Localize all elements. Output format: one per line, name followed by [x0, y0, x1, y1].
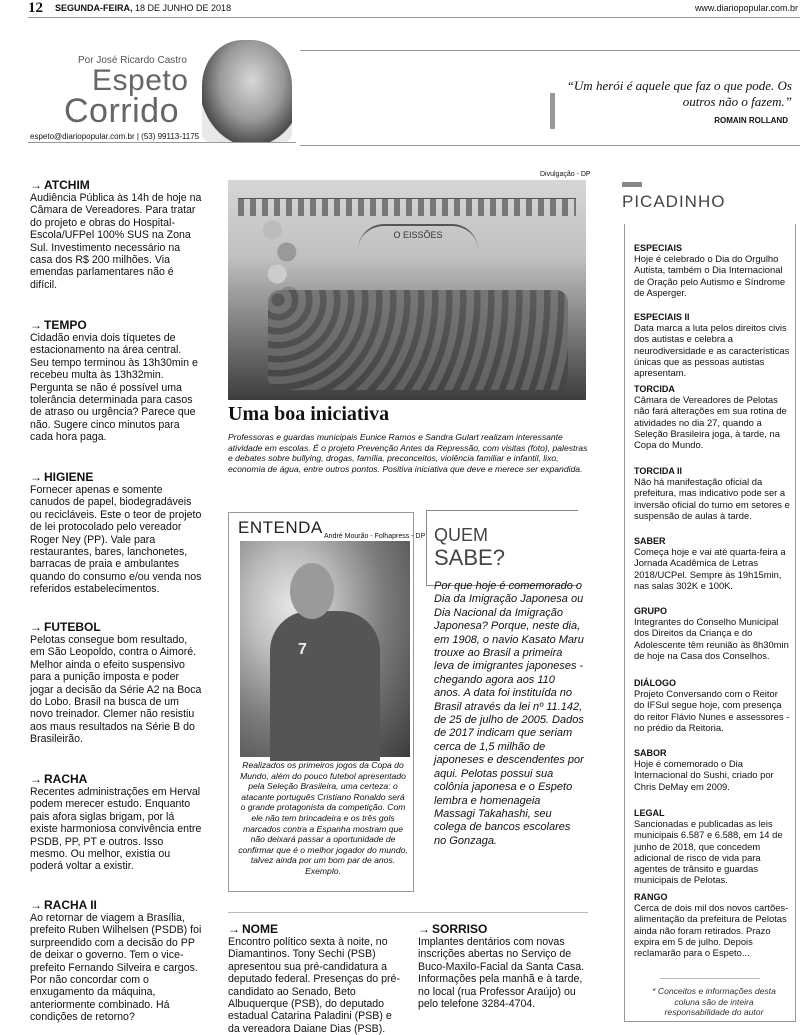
- quem-sabe-line2: SABE?: [434, 545, 505, 570]
- weekday: SEGUNDA-FEIRA,: [55, 3, 133, 13]
- picadinho-note: * Conceitos e informações desta coluna são de inteira responsabilidade do autor: [652, 986, 776, 1018]
- arrow-icon: →: [30, 318, 42, 332]
- photo-banner: O EISSÕES: [358, 224, 478, 250]
- picadinho-item-head: LEGAL: [634, 808, 665, 818]
- item-body: Implantes dentários com novas inscrições abertas no Serviço de Buco-Maxilo-Facial da Santa Casa. Informações pela manhã e à tarde, no local (rua Professor Araújo) ou pelo telefone 3284-4704.: [418, 936, 585, 1011]
- picadinho-item-head: GRUPO: [634, 606, 668, 616]
- item-body: Cidadão envia dois tíquetes de estacionamento na área central. Seu tempo terminou às 13h30min e recebeu multa às 13h32min. Pergunta se não é possível uma tolerância determinada para casos de atraso ou urgência? Parece que não. Sugere cinco minutos para cada hora paga.: [30, 332, 198, 444]
- picadinho-item: [634, 678, 790, 733]
- picadinho-item-head: ESPECIAIS II: [634, 312, 690, 322]
- main-headline: Uma boa iniciativa: [228, 403, 390, 425]
- quem-sabe-line1: QUEM: [434, 525, 488, 545]
- contact-rule: [28, 142, 296, 143]
- column-name-line1: Espeto: [92, 64, 189, 97]
- page-number: 12: [28, 0, 43, 16]
- entenda-photo-credit: André Mourão - Folhapress - DP: [324, 533, 426, 540]
- item-title: → ATCHIM: [30, 178, 90, 192]
- left-item: [30, 620, 202, 746]
- arrow-icon: →: [30, 178, 42, 192]
- item-title: → RACHA: [30, 772, 88, 786]
- entenda-title: ENTENDA: [238, 518, 323, 537]
- arrow-icon: →: [30, 470, 42, 484]
- dateline: [55, 3, 231, 13]
- picadinho-item-body: Integrantes do Conselho Municipal dos Direitos da Criança e do Adolescente têm reunião às 8h30min de hoje na Casa dos Conselhos.: [634, 616, 789, 661]
- picadinho-item: [634, 606, 790, 661]
- left-item: [30, 318, 202, 444]
- picadinho-item: [634, 892, 790, 958]
- picadinho-item-body: Câmara de Vereadores de Pelotas não fará alterações em sua rotina de atividades no dia 27, quando a Seleção Brasileira joga, à tarde, na Copa do Mundo.: [634, 394, 787, 451]
- item-body: Recentes administrações em Herval podem merecer estudo. Enquanto pais afora siglas brigam, por lá existe harmoniosa convivência entre PSDB, PP, PT e outros. Isso mesmo. Ou melhor, existia ou poderá voltar a existir.: [30, 786, 202, 873]
- quote-text: “Um herói é aquele que faz o que pode. Os outros não o fazem.”: [566, 78, 792, 109]
- arrow-icon: →: [418, 922, 430, 936]
- header-bottom-rule: [300, 145, 800, 146]
- picadinho-marker: [622, 182, 642, 187]
- children-group: [268, 290, 568, 390]
- quote-marker: [550, 93, 555, 129]
- picadinho-item-head: TORCIDA: [634, 384, 675, 394]
- item-body: Audiência Pública às 14h de hoje na Câmara de Vereadores. Para tratar do projeto e obras do Hospital-Escola/UFPel 100% SUS na Zona Sul. Investimento necessário na casa dos R$ 200 milhões. Via emendas parlamentares não é difícil.: [30, 192, 202, 291]
- picadinho-item-body: Começa hoje e vai até quarta-feira a Jornada Acadêmica de Letras 2018/UCPel. Sempre às 19h15min, nas salas 302K e 100K.: [634, 546, 786, 591]
- picadinho-item: [634, 466, 790, 521]
- picadinho-item: [634, 536, 790, 591]
- picadinho-item-head: RANGO: [634, 892, 668, 902]
- item-title: → SORRISO: [418, 922, 488, 936]
- item-body: Pelotas consegue bom resultado, em São Leopoldo, contra o Aimoré. Melhor ainda o efeito suspensivo para a punição imposta e poder jogar a decisão da Série A2 na Boca do Lobo. Brasil na busca de um novo treinador. Clemer não resistiu aos maus resultados na Série B do Brasileirão.: [30, 634, 202, 746]
- item-title: → FUTEBOL: [30, 620, 101, 634]
- picadinho-item: [634, 808, 790, 886]
- picadinho-item-head: DIÁLOGO: [634, 678, 676, 688]
- player-head: [290, 563, 334, 619]
- picadinho-item-body: Data marca a luta pelos direitos civis dos autistas e celebra a neurodiversidade e as características únicas que as pessoas autistas apresentam.: [634, 322, 790, 379]
- item-body: Encontro político sexta à noite, no Diamantinos. Tony Sechi (PSB) apresentou sua pré-candidatura a deputado federal. Presenças do pré-candidato ao Senado, Beto Albuquerque (PSB), do deputado estadual Catarina Paladini (PSB) e da vereadora Daiane Dias (PSB).: [228, 936, 400, 1035]
- main-photo: [228, 180, 586, 400]
- left-item: [30, 898, 202, 1024]
- shirt: [270, 611, 380, 761]
- arrow-icon: →: [30, 772, 42, 786]
- picadinho-item: [634, 243, 790, 298]
- byline: Por José Ricardo Castro: [78, 55, 187, 66]
- shirt-number: 7: [298, 641, 307, 658]
- item-title: → TEMPO: [30, 318, 87, 332]
- main-caption: Professoras e guardas municipais Eunice Ramos e Sandra Gulart realizam interessante atividade em escolas. É o projeto Prevenção Antes da Repressão, com visitas (foto), palestras e debates sobre bullying, drogas, família, preconceitos, violência familiar e infantil, lixo, economia de água, entre outros pontos. Positiva iniciativa que deve e merece ser expandida.: [228, 432, 588, 474]
- picadinho-item-body: Hoje é comemorado o Dia Internacional do Sushi, criado por Chris DeMay em 2009.: [634, 758, 774, 792]
- picadinho-title: PICADINHO: [622, 192, 726, 211]
- left-item: [30, 470, 202, 596]
- player-photo: [240, 541, 410, 757]
- picadinho-item-head: SABER: [634, 536, 666, 546]
- bottom-item: [418, 922, 596, 1010]
- item-title: → RACHA II: [30, 898, 97, 912]
- item-title: → NOME: [228, 922, 278, 936]
- note-rule: [660, 978, 760, 979]
- quem-sabe-body: Por que hoje é comemorado o Dia da Imigração Japonesa ou Dia Nacional da Imigração Japonesa? Porque, neste dia, em 1908, o navio Kasato Maru trouxe ao Brasil a primeira leva de imigrantes japoneses - chegando agora aos 110 anos. A data foi instituída no Brasil através da lei nº 11.142, de 25 de julho de 2005. Dados de 2017 indicam que seriam cerca de 1,5 milhão de japoneses e descendentes por aqui. Pelotas possui sua colônia japonesa e o Espeto lembra e homenageia Massagi Takahashi, seu colega de bancos escolares no Gonzaga.: [434, 580, 584, 847]
- picadinho-item-body: Cerca de dois mil dos novos cartões-alimentação da prefeitura de Pelotas ainda não foram retirados. Prazo expira em 5 de julho. Depois reclamarão para o Espeto...: [634, 902, 789, 959]
- quote-author: ROMAIN ROLLAND: [714, 116, 788, 125]
- left-item: [30, 772, 202, 873]
- arrow-icon: →: [30, 898, 42, 912]
- item-title: → HIGIENE: [30, 470, 94, 484]
- arrow-icon: →: [228, 922, 240, 936]
- left-item: [30, 178, 202, 291]
- entenda-caption: Realizados os primeiros jogos da Copa do Mundo, além do pouco futebol apresentado pela Seleção Brasileira, uma certeza: o atacante português Cristiano Ronaldo será o grande protagonista da competição. Com ele não tem brincadeira e os três gols marcados contra a Espanha mostram que não deixará passar a oportunidade de confirmar que é o melhor jogador do mundo, talvez ainda por um bom par de anos. Exemplo.: [238, 760, 408, 876]
- picadinho-item: [634, 748, 790, 792]
- item-body: Ao retornar de viagem a Brasília, prefeito Ruben Wilhelsen (PSDB) foi surpreendido com a decisão do PP de deixar o governo. Tem o vice-prefeito Fernando Silveira e cargos. Por não concordar com o enxugamento da máquina, anteriormente combinado. Há condições de retorno?: [30, 912, 202, 1024]
- picadinho-item-head: SABOR: [634, 748, 667, 758]
- column-name-line2: Corrido: [64, 92, 179, 130]
- picadinho-item-body: Sancionadas e publicadas as leis municipais 6.587 e 6.588, em 14 de junho de 2018, que concedem adicional de risco de vida para agentes de trânsito e guardas municipais de Pelotas.: [634, 818, 783, 886]
- column-contact: espeto@diariopopular.com.br | (53) 99113-1175: [30, 132, 200, 141]
- date: 18 DE JUNHO DE 2018: [135, 3, 232, 13]
- picadinho-item: [634, 384, 790, 450]
- picadinho-item-head: TORCIDA II: [634, 466, 683, 476]
- site-url[interactable]: www.diariopopular.com.br: [694, 3, 798, 13]
- bottom-rule: [228, 912, 588, 913]
- picadinho-item-body: Hoje é celebrado o Dia do Orgulho Autista, também o Dia Internacional de Oração pelo Autismo e Síndrome de Asperger.: [634, 253, 786, 298]
- picadinho-item-body: Não há manifestação oficial da prefeitura, mas indicativo pode ser a inversão oficial do turno em setores e suspensão de aulas à tarde.: [634, 476, 790, 521]
- photo-credit: Divulgação - DP: [540, 171, 591, 178]
- columnist-photo: [202, 40, 292, 142]
- header-rule: [28, 17, 800, 18]
- picadinho-item-body: Projeto Conversando com o Reitor do IFSul segue hoje, com presença do reitor Flávio Nunes e assessores - no prédio da Reitoria.: [634, 688, 790, 733]
- picadinho-item-head: ESPECIAIS: [634, 243, 683, 253]
- bottom-item: [228, 922, 406, 1035]
- column-header-rule: [300, 50, 800, 51]
- item-body: Fornecer apenas e somente canudos de papel, biodegradáveis ou recicláveis. Este o teor de projeto de lei protocolado pelo vereador Roger Ney (PP). Vale para restaurantes, bares, lanchonetes, barracas de praia e ambulantes quando do consumo e/ou venda nos referidos estabelecimentos.: [30, 484, 202, 596]
- picadinho-item: [634, 312, 790, 378]
- arrow-icon: →: [30, 620, 42, 634]
